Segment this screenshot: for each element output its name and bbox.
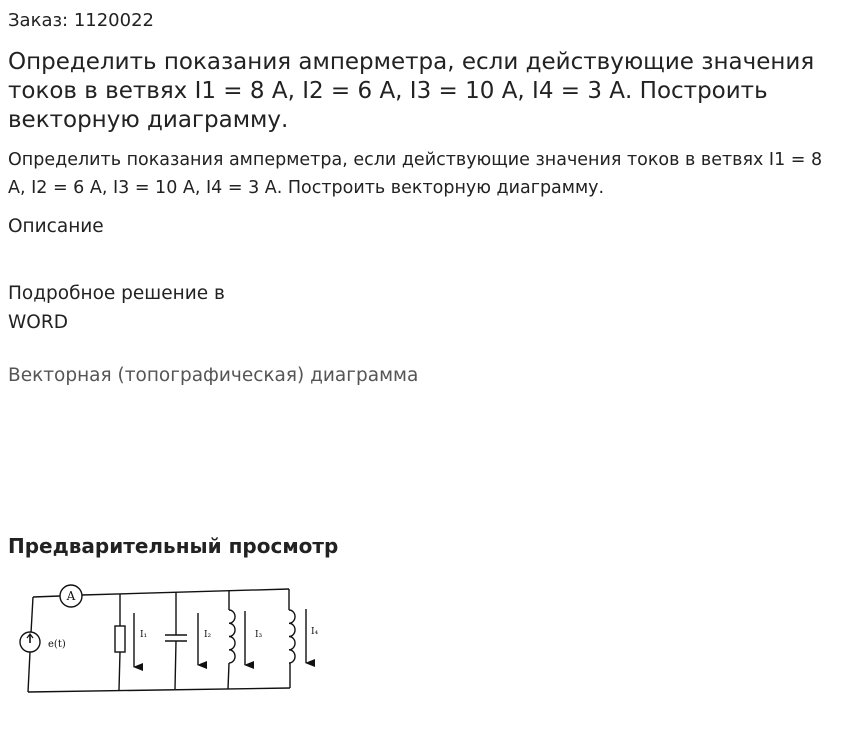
circuit-preview-image xyxy=(0,575,340,705)
description-heading: Описание xyxy=(8,216,104,237)
branch-label: I₁ xyxy=(140,630,148,640)
preview-heading: Предварительный просмотр xyxy=(8,534,339,558)
solution-note: Подробное решение в WORD xyxy=(8,283,225,333)
ammeter-label: A xyxy=(66,589,76,603)
ammeter-icon xyxy=(60,585,82,607)
inductor-icon xyxy=(289,610,295,663)
diagram-note: Векторная (топографическая) диаграмма xyxy=(8,365,419,386)
source-label: e(t) xyxy=(48,639,66,650)
capacitor-icon xyxy=(165,635,187,641)
wire-top-left xyxy=(33,596,60,597)
page-title: Определить показания амперметра, если действующие значения токов в ветвях I1 = 8 А, I2 = 6 А, I3 = 10 А, I4 = 3 А. Построить векторную диаграмму. xyxy=(8,49,815,133)
wire-top xyxy=(82,589,289,595)
branch-label: I₃ xyxy=(255,630,263,640)
branch-label: I₂ xyxy=(204,630,212,640)
order-number: Заказ: 1120022 xyxy=(8,10,154,31)
inductor-icon xyxy=(229,610,235,663)
wire-bottom xyxy=(28,688,290,692)
voltage-source-icon xyxy=(20,632,66,652)
branch-label: I₄ xyxy=(311,627,319,637)
resistor-icon xyxy=(115,626,125,652)
task-summary: Определить показания амперметра, если действующие значения токов в ветвях I1 = 8 А, I2 = 6 А, I3 = 10 А, I4 = 3 А. Построить векторную диаграмму. xyxy=(8,150,823,198)
